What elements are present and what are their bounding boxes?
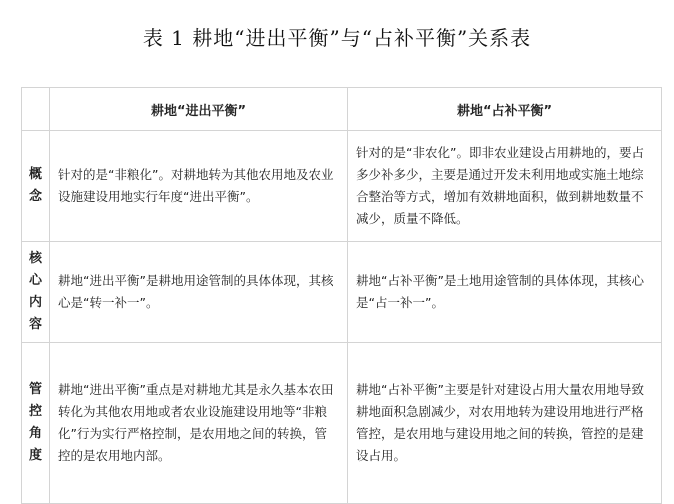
- concept-jinchu-cell: 针对的是“非粮化”。对耕地转为其他农用地及农业设施建设用地实行年度“进出平衡”。: [50, 131, 348, 242]
- table-row: [22, 131, 662, 242]
- control-zhanbu-cell: 耕地“占补平衡”主要是针对建设占用大量农用地导致耕地面积急剧减少，对农用地转为建设用地进行严格管控，是农用地与建设用地之间的转换，管控的是建设占用。: [348, 343, 662, 504]
- relationship-table: [21, 87, 662, 504]
- table-header-row: [22, 88, 662, 131]
- core-zhanbu-cell: 耕地“占补平衡”是土地用途管制的具体体现，其核心是“占一补一”。: [348, 242, 662, 343]
- row-label-core-content: 核心内容: [22, 242, 50, 343]
- concept-zhanbu-cell: 针对的是“非农化”。即非农业建设占用耕地的，要占多少补多少，主要是通过开发未利用地或实施土地综合整治等方式，增加有效耕地面积，做到耕地数量不减少，质量不降低。: [348, 131, 662, 242]
- header-jinchu-pingheng: 耕地“进出平衡”: [50, 88, 348, 131]
- control-jinchu-cell: 耕地“进出平衡”重点是对耕地尤其是永久基本农田转化为其他农用地或者农业设施建设用地等“非粮化”行为实行严格控制，是农用地之间的转换，管控的是农用地内部。: [50, 343, 348, 504]
- core-jinchu-cell: 耕地“进出平衡”是耕地用途管制的具体体现，其核心是“转一补一”。: [50, 242, 348, 343]
- header-zhanbu-pingheng: 耕地“占补平衡”: [348, 88, 662, 131]
- row-label-concept: 概念: [22, 131, 50, 242]
- row-label-control-angle: 管控角度: [22, 343, 50, 504]
- table-title: 表 1 耕地“进出平衡”与“占补平衡”关系表: [142, 26, 532, 50]
- table-row: [22, 242, 662, 343]
- table-row: [22, 343, 662, 504]
- header-empty-cell: [22, 88, 50, 131]
